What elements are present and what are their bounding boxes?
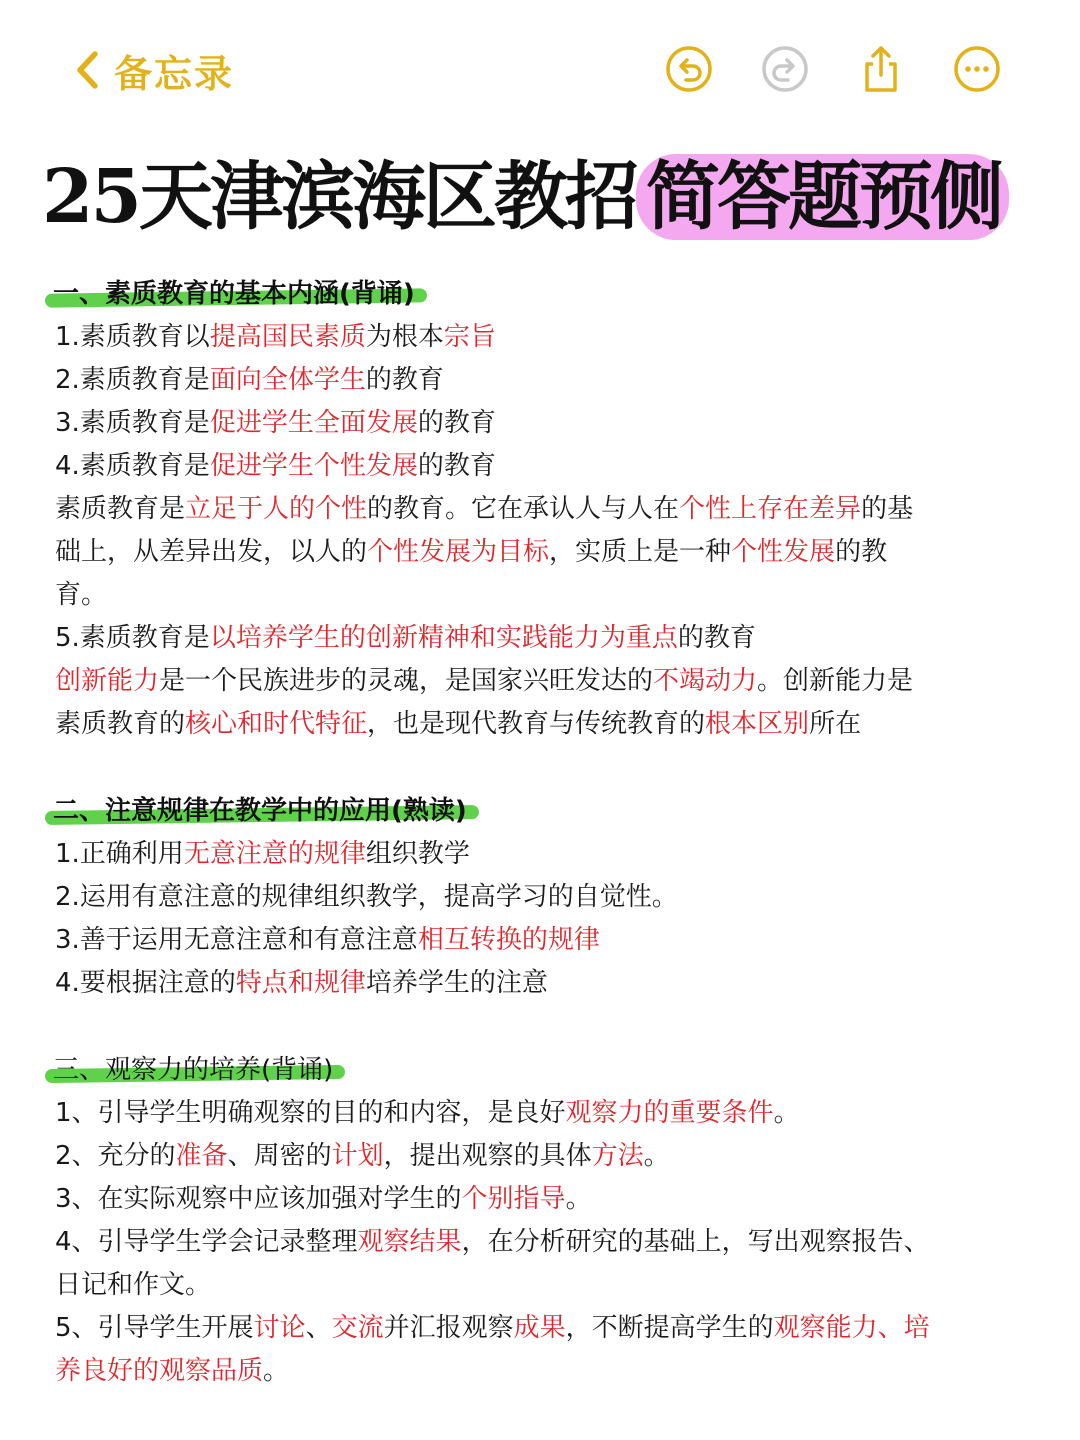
more-icon: [952, 44, 1002, 94]
title-highlight: 简答题预侧: [636, 154, 1009, 240]
note-line: [55, 617, 1045, 660]
body-text: ，在分析研究的基础上，写出观察报告、: [461, 1227, 930, 1257]
emphasis-text: 观察能力、培: [773, 1313, 930, 1343]
emphasis-text: 成果: [513, 1313, 566, 1343]
share-button[interactable]: [856, 44, 906, 94]
note-line: [55, 833, 1045, 876]
emphasis-text: 立足于人的个性: [185, 494, 368, 524]
emphasis-text: 无意注意的规律: [183, 839, 366, 869]
section-spacer: [55, 746, 1045, 789]
body-text: 的教育: [417, 408, 496, 438]
note-line: [55, 1135, 1045, 1178]
body-text: 组织教学: [365, 839, 470, 869]
body-text: 的教育: [365, 365, 444, 395]
note-line: [55, 445, 1045, 488]
emphasis-text: 核心和时代特征: [185, 709, 368, 739]
body-text: 的基: [861, 494, 914, 524]
undo-icon: [664, 44, 714, 94]
body-text: 5.素质教育是: [55, 623, 210, 653]
body-text: 是一个民族进步的灵魂，是国家兴旺发达的: [159, 666, 654, 696]
emphasis-text: 个别指导: [461, 1184, 566, 1214]
emphasis-text: 观察力的重要条件: [565, 1098, 774, 1128]
body-text: 1.正确利用: [55, 839, 184, 869]
body-text: 2、充分的: [55, 1141, 176, 1171]
body-text: 日记和作文。: [55, 1270, 212, 1300]
redo-icon: [760, 44, 810, 94]
body-text: 素质教育的: [55, 709, 186, 739]
body-text: 3.善于运用无意注意和有意注意: [55, 925, 418, 955]
note-line: [55, 488, 1045, 531]
emphasis-text: 创新能力: [55, 666, 160, 696]
note-line: [55, 876, 1045, 919]
body-text: 的教: [835, 537, 888, 567]
section-heading-text: 一、素质教育的基本内涵(背诵): [53, 279, 415, 309]
body-text: 4、引导学生学会记录整理: [55, 1227, 358, 1257]
note-line: [55, 574, 1045, 617]
note-line: [55, 1307, 1045, 1350]
emphasis-text: 个性发展为目标: [367, 537, 550, 567]
note-line: [55, 1264, 1045, 1307]
body-text: 1、引导学生明确观察的目的和内容，是良好: [55, 1098, 566, 1128]
body-text: 培养学生的注意: [365, 968, 548, 998]
note-line: [55, 316, 1045, 359]
section-spacer: [55, 1005, 1045, 1048]
emphasis-text: 交流: [331, 1313, 384, 1343]
page-title: [42, 142, 1009, 252]
body-text: ，提出观察的具体: [383, 1141, 592, 1171]
body-text: 2.素质教育是: [55, 365, 210, 395]
emphasis-text: 以培养学生的创新精神和实践能力为重点: [209, 623, 678, 653]
emphasis-text: 根本区别: [705, 709, 810, 739]
section-heading: [51, 789, 475, 833]
section-heading: [51, 1048, 341, 1092]
body-text: 、: [305, 1313, 332, 1343]
emphasis-text: 观察结果: [357, 1227, 462, 1257]
body-text: 。: [565, 1184, 592, 1214]
title-plain: 25天津滨海区教招: [42, 154, 636, 240]
share-icon: [856, 44, 906, 94]
emphasis-text: 讨论: [253, 1313, 306, 1343]
chevron-left-icon: [74, 50, 100, 90]
back-button[interactable]: [74, 44, 234, 96]
body-text: 5、引导学生开展: [55, 1313, 254, 1343]
emphasis-text: 促进学生个性发展: [209, 451, 418, 481]
top-toolbar: [0, 0, 1080, 140]
body-text: 3.素质教育是: [55, 408, 210, 438]
body-text: 素质教育是: [55, 494, 186, 524]
undo-button[interactable]: [664, 44, 714, 94]
more-button[interactable]: [952, 44, 1002, 94]
emphasis-text: 计划: [331, 1141, 384, 1171]
note-line: [55, 962, 1045, 1005]
emphasis-text: 准备: [175, 1141, 228, 1171]
redo-button[interactable]: [760, 44, 810, 94]
emphasis-text: 相互转换的规律: [417, 925, 600, 955]
emphasis-text: 个性上存在差异: [679, 494, 862, 524]
note-line: [55, 660, 1045, 703]
note-body: [55, 272, 1045, 1393]
body-text: 并汇报观察: [383, 1313, 514, 1343]
note-line: [55, 1221, 1045, 1264]
note-line: [55, 359, 1045, 402]
note-line: [55, 919, 1045, 962]
emphasis-text: 个性发展: [731, 537, 836, 567]
emphasis-text: 促进学生全面发展: [209, 408, 418, 438]
body-text: 的教育。它在承认人与人在: [367, 494, 680, 524]
body-text: 。: [263, 1356, 290, 1386]
emphasis-text: 面向全体学生: [209, 365, 366, 395]
body-text: 的教育: [417, 451, 496, 481]
note-line: [55, 531, 1045, 574]
section-heading: [51, 272, 423, 316]
note-line: [55, 703, 1045, 746]
body-text: 的教育: [677, 623, 756, 653]
emphasis-text: 提高国民素质: [209, 322, 366, 352]
note-line: [55, 1178, 1045, 1221]
emphasis-text: 特点和规律: [235, 968, 366, 998]
body-text: ，不断提高学生的: [565, 1313, 774, 1343]
section-heading-text: 三、观察力的培养(背诵): [53, 1055, 334, 1085]
note-line: [55, 1092, 1045, 1135]
body-text: 3、在实际观察中应该加强对学生的: [55, 1184, 462, 1214]
emphasis-text: 养良好的观察品质: [55, 1356, 264, 1386]
body-text: 4.要根据注意的: [55, 968, 236, 998]
body-text: 础上，从差异出发，以人的: [55, 537, 368, 567]
body-text: 育。: [55, 580, 108, 610]
body-text: 。创新能力是: [757, 666, 914, 696]
body-text: 2.运用有意注意的规律组织教学，提高学习的自觉性。: [55, 882, 678, 912]
emphasis-text: 不竭动力: [653, 666, 758, 696]
body-text: 所在: [809, 709, 862, 739]
emphasis-text: 方法: [591, 1141, 644, 1171]
body-text: 、周密的: [227, 1141, 332, 1171]
emphasis-text: 宗旨: [443, 322, 496, 352]
body-text: ，实质上是一种: [549, 537, 732, 567]
body-text: ，也是现代教育与传统教育的: [367, 709, 706, 739]
body-text: 为根本: [365, 322, 444, 352]
body-text: 1.素质教育以: [55, 322, 210, 352]
note-line: [55, 402, 1045, 445]
section-heading-text: 二、注意规律在教学中的应用(熟读): [53, 796, 467, 826]
body-text: 。: [643, 1141, 670, 1171]
body-text: 4.素质教育是: [55, 451, 210, 481]
body-text: 。: [773, 1098, 800, 1128]
note-line: [55, 1350, 1045, 1393]
back-label: 备忘录: [114, 51, 235, 96]
